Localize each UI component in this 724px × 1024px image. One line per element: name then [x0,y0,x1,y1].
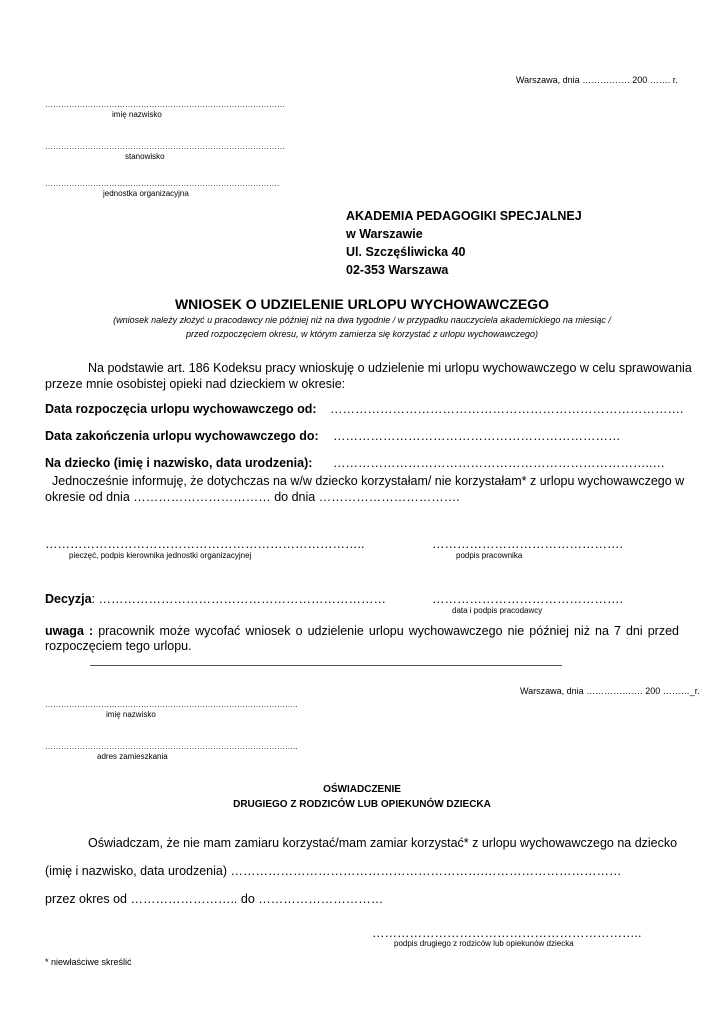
warning-line-1 [45,624,679,638]
child-dots: …………………………………………………………………..… [333,456,665,470]
declaration-address-label: adres zamieszkania [97,752,168,761]
name-dots: ……………………………………………………………………………… [45,100,285,109]
second-parent-signature-dots: ……………………………………………………….. [372,926,642,940]
addressee-line-4: 02-353 Warszawa [346,263,449,277]
paragraph-2-line-1: Jednocześnie informuję, że dotychczas na w/w dziecko korzystałam/ nie korzystałam* z urlopu wychowawczego w [52,474,685,488]
unit-label: jednostka organizacyjna [103,189,189,198]
addressee-line-2: w Warszawie [346,227,423,241]
employer-signature-dots: ………………………………………. [432,592,623,606]
place-date: Warszawa, dnia ……………. 200 ……. r. [516,75,678,85]
unit-dots: ……………………………………………………………………………. [45,179,280,188]
second-parent-signature-label: podpis drugiego z rodziców lub opiekunów dziecka [394,939,574,948]
paragraph-1-line-2: przeze mnie osobistej opieki nad dzieckiem w okresie: [45,377,346,391]
position-label: stanowisko [125,152,165,161]
warning-line-2: rozpoczęciem tego urlopu. [45,639,192,653]
declaration-address-dots: ………………………………………………………………………………….. [45,742,298,751]
declaration-place-date: Warszawa, dnia ………………. 200 ………_r. [520,686,700,696]
child-label: Na dziecko (imię i nazwisko, data urodzenia): [45,456,313,470]
decision-dots: : …………………………………………………………… [91,592,387,606]
addressee-line-1: AKADEMIA PEDAGOGIKI SPECJALNEJ [346,209,582,223]
declaration-name-dots: ………………………………………………………………………………….. [45,700,298,709]
name-label: imię nazwisko [112,110,162,119]
addressee-line-3: Ul. Szczęśliwicka 40 [346,245,466,259]
position-dots: ……………………………………………………………………………… [45,142,285,151]
document-title: WNIOSEK O UDZIELENIE URLOPU WYCHOWAWCZEGO [174,296,550,312]
footnote: * niewłaściwe skreślić [45,957,132,967]
start-date-dots: …………………………………………………………………………. [330,402,684,416]
decision-line [45,592,386,606]
start-date-label: Data rozpoczęcia urlopu wychowawczego od: [45,402,317,416]
end-date-dots: …………………………………………………………… [333,429,621,443]
manager-signature-label: pieczęć, podpis kierownika jednostki organizacyjnej [69,551,252,560]
manager-signature-dots: ………………………………………………………………….. [45,537,365,551]
title-note-2: przed rozpoczęciem okresu, w którym zamierza się korzystać z urlopu wychowawczego) [185,329,539,339]
addressee [346,207,582,279]
warning-text: pracownik może wycofać wniosek o udzielenie urlopu wychowawczego nie później niż na 7 dni przed [98,624,679,638]
declaration-name-label: imię nazwisko [106,710,156,719]
paragraph-1-line-1: Na podstawie art. 186 Kodeksu pracy wnioskuję o udzielenie mi urlopu wychowawczego w celu sprawowania [88,361,692,375]
employee-signature-label: podpis pracownika [456,551,523,560]
warning-label: uwaga : [45,624,94,638]
declaration-line-3: przez okres od …………………….. do ………………………… [45,892,384,906]
declaration-line-2: (imię i nazwisko, data urodzenia) …………………………………………………….…………………………… [45,864,622,878]
paragraph-2-line-2: okresie od dnia …………………………… do dnia ……………………………. [45,490,460,504]
decision-label: Decyzja [45,592,92,606]
separator-line [90,665,562,666]
declaration-title-2: DRUGIEGO Z RODZICÓW LUB OPIEKUNÓW DZIECKA [233,799,491,810]
employee-signature-dots: ………………………………………. [432,537,623,551]
employer-signature-label: data i podpis pracodawcy [452,606,543,615]
declaration-title-1: OŚWIADCZENIE [323,784,401,795]
declaration-line-1: Oświadczam, że nie mam zamiaru korzystać/mam zamiar korzystać* z urlopu wychowawczego na dziecko [88,836,678,850]
title-note-1: (wniosek należy złożyć u pracodawcy nie później niż na dwa tygodnie / w przypadku nauczyciela akademickiego na miesiąc / [113,315,611,325]
end-date-label: Data zakończenia urlopu wychowawczego do: [45,429,319,443]
